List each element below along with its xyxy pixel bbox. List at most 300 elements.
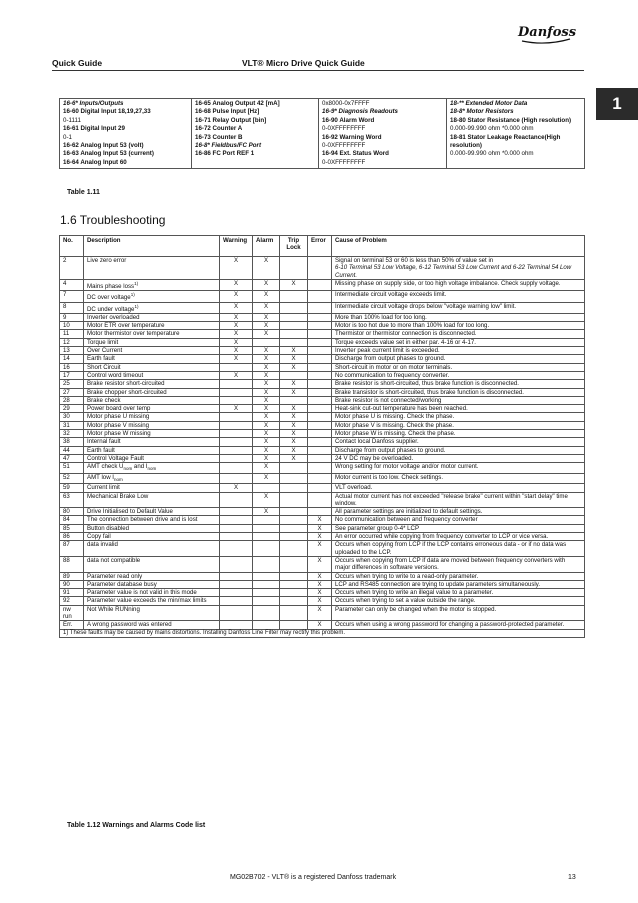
warning-mark: X bbox=[220, 291, 253, 302]
warning-mark bbox=[220, 388, 253, 396]
warning-mark bbox=[220, 597, 253, 605]
col-header-alarm: Alarm bbox=[253, 236, 280, 257]
row-number: 29 bbox=[60, 405, 84, 413]
cause-text: Inverter peak current limit is exceeded. bbox=[335, 347, 440, 355]
row-cause bbox=[332, 492, 585, 508]
row-description bbox=[84, 533, 220, 541]
alarm-mark: X bbox=[253, 396, 280, 404]
row-description bbox=[84, 463, 220, 474]
warning-mark bbox=[220, 524, 253, 532]
param-line: 0-0XFFFFFFFF bbox=[322, 142, 366, 150]
table-row bbox=[60, 347, 585, 355]
col-header-description: Description bbox=[84, 236, 220, 257]
row-cause bbox=[332, 405, 585, 413]
row-description bbox=[84, 322, 220, 330]
row-cause bbox=[332, 516, 585, 524]
cause-text: Torque exceeds value set in either par. 4-16 or 4-17. bbox=[335, 338, 476, 346]
error-mark: X bbox=[308, 533, 332, 541]
row-cause bbox=[332, 621, 585, 629]
trip-lock-mark bbox=[280, 516, 308, 524]
warning-mark bbox=[220, 421, 253, 429]
cause-text: Motor is too hot due to more than 100% load for too long. bbox=[335, 322, 490, 330]
table-row bbox=[60, 302, 585, 313]
cause-text: Thermistor or thermistor connection is disconnected. bbox=[335, 330, 477, 338]
row-number: 32 bbox=[60, 430, 84, 438]
trip-lock-mark bbox=[280, 621, 308, 629]
error-mark bbox=[308, 322, 332, 330]
row-cause bbox=[332, 291, 585, 302]
alarm-mark bbox=[253, 572, 280, 580]
row-number: 9 bbox=[60, 313, 84, 321]
description-text: Torque limit bbox=[87, 338, 119, 346]
row-cause bbox=[332, 605, 585, 621]
row-number: 4 bbox=[60, 279, 84, 290]
alarm-mark: X bbox=[253, 291, 280, 302]
row-number: 30 bbox=[60, 413, 84, 421]
row-description bbox=[84, 279, 220, 290]
alarm-mark: X bbox=[253, 430, 280, 438]
cause-text: VLT overload. bbox=[335, 484, 373, 492]
row-description bbox=[84, 524, 220, 532]
alarm-mark: X bbox=[253, 405, 280, 413]
table-row bbox=[60, 516, 585, 524]
row-cause bbox=[332, 338, 585, 346]
param-line: 0-1 bbox=[63, 133, 72, 141]
cause-text: Occurs when using a wrong password for changing a password-protected parameter. bbox=[335, 621, 565, 629]
table-row bbox=[60, 492, 585, 508]
alarm-mark: X bbox=[253, 363, 280, 371]
param-col-3 bbox=[319, 99, 447, 169]
row-cause bbox=[332, 484, 585, 492]
error-mark bbox=[308, 454, 332, 462]
row-description bbox=[84, 430, 220, 438]
row-number: 14 bbox=[60, 355, 84, 363]
description-text: Mains phase loss bbox=[87, 282, 135, 290]
description-text: The connection between drive and is lost bbox=[87, 516, 198, 524]
table-caption-1-12: Table 1.12 Warnings and Alarms Code list bbox=[67, 822, 206, 829]
param-line: 18-8* Motor Resistors bbox=[450, 108, 514, 116]
cause-text: All parameter settings are initialized to default settings. bbox=[335, 508, 483, 516]
table-row bbox=[60, 313, 585, 321]
cause-text: Motor phase U is missing. Check the phase. bbox=[335, 413, 455, 421]
row-description bbox=[84, 446, 220, 454]
row-description bbox=[84, 396, 220, 404]
warning-mark bbox=[220, 516, 253, 524]
alarm-mark: X bbox=[253, 463, 280, 474]
row-cause bbox=[332, 363, 585, 371]
error-mark: X bbox=[308, 516, 332, 524]
row-cause bbox=[332, 413, 585, 421]
error-mark bbox=[308, 380, 332, 388]
row-cause bbox=[332, 556, 585, 572]
param-line: 18-81 Stator Leakage Reactance(High resolution) bbox=[450, 133, 561, 150]
param-line: 16-68 Pulse Input [Hz] bbox=[195, 108, 260, 116]
row-description bbox=[84, 302, 220, 313]
description-text: Over Current bbox=[87, 347, 123, 355]
description-text: Not While RUNning bbox=[87, 605, 140, 613]
warning-mark: X bbox=[220, 405, 253, 413]
table-row bbox=[60, 330, 585, 338]
error-mark: X bbox=[308, 621, 332, 629]
alarm-mark: X bbox=[253, 302, 280, 313]
row-number: 8 bbox=[60, 302, 84, 313]
table-row bbox=[60, 580, 585, 588]
warning-mark: X bbox=[220, 484, 253, 492]
error-mark bbox=[308, 371, 332, 379]
row-cause bbox=[332, 380, 585, 388]
warning-mark bbox=[220, 556, 253, 572]
description-text: DC under voltage bbox=[87, 305, 135, 313]
trip-lock-mark bbox=[280, 396, 308, 404]
warning-mark: X bbox=[220, 338, 253, 346]
param-line: 18-80 Stator Resistance (High resolution) bbox=[450, 116, 572, 124]
row-cause bbox=[332, 430, 585, 438]
footnote-ref: 1) bbox=[134, 303, 139, 309]
col-header-warning: Warning bbox=[220, 236, 253, 257]
footnote-ref: 1) bbox=[130, 292, 135, 298]
alarm-mark bbox=[253, 541, 280, 557]
cause-text: No communication between and frequency converter bbox=[335, 516, 478, 524]
param-line: 0.000-99.990 ohm *0.000 ohm bbox=[450, 150, 534, 158]
trip-lock-mark bbox=[280, 572, 308, 580]
alarm-mark: X bbox=[253, 279, 280, 290]
row-cause bbox=[332, 322, 585, 330]
table-row bbox=[60, 541, 585, 557]
alarm-mark: X bbox=[253, 257, 280, 280]
param-col-1 bbox=[60, 99, 192, 169]
page-number: 13 bbox=[568, 874, 576, 881]
table-header-row bbox=[60, 236, 585, 257]
trip-lock-mark bbox=[280, 473, 308, 484]
description-text: AMT check U bbox=[87, 463, 124, 471]
description-text-mid: and I bbox=[132, 463, 148, 471]
warning-mark bbox=[220, 541, 253, 557]
trip-lock-mark bbox=[280, 257, 308, 280]
svg-text:Danfoss: Danfoss bbox=[518, 25, 576, 40]
table-row bbox=[60, 388, 585, 396]
table-row bbox=[60, 508, 585, 516]
cause-text: Missing phase on supply side, or too high voltage imbalance. Check supply voltage. bbox=[335, 279, 561, 287]
row-number: 10 bbox=[60, 322, 84, 330]
alarm-mark: X bbox=[253, 492, 280, 508]
col-header-error: Error bbox=[308, 236, 332, 257]
param-line: 16-86 FC Port REF 1 bbox=[195, 150, 255, 158]
row-number: 2 bbox=[60, 257, 84, 280]
param-line: 16-90 Alarm Word bbox=[322, 116, 375, 124]
error-mark bbox=[308, 492, 332, 508]
table-row bbox=[60, 589, 585, 597]
row-description bbox=[84, 516, 220, 524]
row-description bbox=[84, 438, 220, 446]
row-number: 11 bbox=[60, 330, 84, 338]
row-number: 52 bbox=[60, 473, 84, 484]
col-header-trip-lock: Trip Lock bbox=[280, 236, 308, 257]
warning-mark bbox=[220, 533, 253, 541]
row-description bbox=[84, 597, 220, 605]
description-subscript: nom bbox=[123, 466, 133, 472]
table-caption-1-11: Table 1.11 bbox=[67, 189, 100, 196]
cause-text: 24 V DC may be overloaded. bbox=[335, 454, 414, 462]
param-line: 0x8000-0x7FFFF bbox=[322, 100, 370, 107]
table-row bbox=[60, 524, 585, 532]
trip-lock-mark: X bbox=[280, 454, 308, 462]
alarm-mark: X bbox=[253, 388, 280, 396]
error-mark bbox=[308, 438, 332, 446]
error-mark bbox=[308, 291, 332, 302]
warning-mark bbox=[220, 463, 253, 474]
row-number: 47 bbox=[60, 454, 84, 462]
row-number: 38 bbox=[60, 438, 84, 446]
param-line: 16-72 Counter A bbox=[195, 125, 243, 133]
warning-mark: X bbox=[220, 302, 253, 313]
table-row bbox=[60, 463, 585, 474]
warning-mark bbox=[220, 380, 253, 388]
row-number: 85 bbox=[60, 524, 84, 532]
trip-lock-mark: X bbox=[280, 430, 308, 438]
warning-mark bbox=[220, 508, 253, 516]
trip-lock-mark bbox=[280, 580, 308, 588]
row-number: 90 bbox=[60, 580, 84, 588]
warning-mark bbox=[220, 446, 253, 454]
param-line: 16-71 Relay Output [bin] bbox=[195, 116, 267, 124]
cause-text-italic: 6-10 Terminal 53 Low Voltage, 6-12 Terminal 53 Low Current and 6-22 Terminal 54 Low Current. bbox=[335, 264, 572, 279]
row-number: 91 bbox=[60, 589, 84, 597]
description-text: Control Voltage Fault bbox=[87, 454, 144, 462]
table-row bbox=[60, 446, 585, 454]
description-text: Live zero error bbox=[87, 257, 127, 264]
header-rule bbox=[52, 70, 584, 71]
table-row bbox=[60, 396, 585, 404]
parameter-table bbox=[59, 98, 585, 169]
table-row bbox=[60, 371, 585, 379]
trip-lock-mark bbox=[280, 508, 308, 516]
alarm-mark bbox=[253, 484, 280, 492]
cause-text: Motor phase W is missing. Check the phase. bbox=[335, 430, 456, 438]
error-mark bbox=[308, 388, 332, 396]
param-line: 0-0XFFFFFFFF bbox=[322, 158, 366, 166]
trip-lock-mark: X bbox=[280, 421, 308, 429]
error-mark bbox=[308, 430, 332, 438]
table-row bbox=[60, 291, 585, 302]
trip-lock-mark bbox=[280, 533, 308, 541]
row-number: 92 bbox=[60, 597, 84, 605]
alarm-mark: X bbox=[253, 313, 280, 321]
param-line: 0.000-99.990 ohm *0.000 ohm bbox=[450, 125, 534, 133]
cause-text: More than 100% load for too long. bbox=[335, 313, 427, 321]
error-mark: X bbox=[308, 605, 332, 621]
row-number: 25 bbox=[60, 380, 84, 388]
row-description bbox=[84, 338, 220, 346]
cause-text: Motor phase V is missing. Check the phase. bbox=[335, 421, 454, 429]
cause-text: Occurs when trying to write an illegal value to a parameter. bbox=[335, 589, 494, 597]
table-row bbox=[60, 572, 585, 580]
row-number: 59 bbox=[60, 484, 84, 492]
description-text: Motor ETR over temperature bbox=[87, 322, 165, 330]
alarm-mark: X bbox=[253, 438, 280, 446]
error-mark bbox=[308, 338, 332, 346]
row-description bbox=[84, 492, 220, 508]
row-cause bbox=[332, 446, 585, 454]
description-text: A wrong password was entered bbox=[87, 621, 172, 629]
warning-mark bbox=[220, 363, 253, 371]
row-cause bbox=[332, 355, 585, 363]
table-row bbox=[60, 454, 585, 462]
description-text: Brake chopper short-circuited bbox=[87, 388, 167, 396]
table-row bbox=[60, 556, 585, 572]
cause-text: Discharge from output phases to ground. bbox=[335, 355, 446, 363]
row-description bbox=[84, 388, 220, 396]
description-text: data not compatible bbox=[87, 556, 141, 564]
trip-lock-mark: X bbox=[280, 446, 308, 454]
row-number: 89 bbox=[60, 572, 84, 580]
description-text: Earth fault bbox=[87, 446, 115, 454]
cause-text: Occurs when copying from LCP if the LCP contains erroneous data - or if no data was uploaded to the LCP. bbox=[335, 541, 567, 556]
param-line: 16-6* Inputs/Outputs bbox=[63, 100, 124, 107]
warning-mark bbox=[220, 605, 253, 621]
row-number: 17 bbox=[60, 371, 84, 379]
trip-lock-mark: X bbox=[280, 363, 308, 371]
table-row bbox=[60, 279, 585, 290]
alarm-mark: X bbox=[253, 347, 280, 355]
error-mark bbox=[308, 508, 332, 516]
param-line: 16-61 Digital Input 29 bbox=[63, 125, 125, 133]
row-description bbox=[84, 347, 220, 355]
cause-text: Short-circuit in motor or on motor terminals. bbox=[335, 363, 453, 371]
cause-text: Wrong setting for motor voltage and/or motor current. bbox=[335, 463, 479, 471]
warning-mark bbox=[220, 621, 253, 629]
alarm-mark: X bbox=[253, 330, 280, 338]
description-text: DC over voltage bbox=[87, 294, 131, 302]
error-mark: X bbox=[308, 572, 332, 580]
trip-lock-mark: X bbox=[280, 438, 308, 446]
error-mark bbox=[308, 413, 332, 421]
alarm-mark: X bbox=[253, 413, 280, 421]
param-line: 16-63 Analog Input 53 (current) bbox=[63, 150, 154, 158]
row-description bbox=[84, 454, 220, 462]
trip-lock-mark bbox=[280, 541, 308, 557]
row-cause bbox=[332, 313, 585, 321]
error-mark: X bbox=[308, 589, 332, 597]
row-description bbox=[84, 508, 220, 516]
row-cause bbox=[332, 508, 585, 516]
row-cause bbox=[332, 580, 585, 588]
warning-mark: X bbox=[220, 322, 253, 330]
alarm-mark: X bbox=[253, 371, 280, 379]
row-number: 12 bbox=[60, 338, 84, 346]
description-text: Mechanical Brake Low bbox=[87, 492, 149, 500]
description-text: Power board over temp bbox=[87, 405, 151, 413]
row-description bbox=[84, 556, 220, 572]
description-text: Parameter value is not valid in this mode bbox=[87, 589, 197, 597]
warning-mark: X bbox=[220, 371, 253, 379]
cause-text: Occurs when trying to set a value outside the range. bbox=[335, 597, 476, 605]
row-cause bbox=[332, 589, 585, 597]
row-number: 7 bbox=[60, 291, 84, 302]
table-row bbox=[60, 484, 585, 492]
footer-text: MG02B702 - VLT® is a registered Danfoss trademark bbox=[230, 874, 397, 881]
description-text: Internal fault bbox=[87, 438, 121, 446]
row-cause bbox=[332, 371, 585, 379]
warning-mark: X bbox=[220, 330, 253, 338]
error-mark bbox=[308, 363, 332, 371]
param-line: 16-94 Ext. Status Word bbox=[322, 150, 389, 158]
cause-text: Contact local Danfoss supplier. bbox=[335, 438, 419, 446]
row-description bbox=[84, 484, 220, 492]
description-text: Parameter read only bbox=[87, 572, 143, 580]
cause-text: Intermediate circuit voltage drops below "voltage warning low" limit. bbox=[335, 302, 517, 310]
trip-lock-mark bbox=[280, 524, 308, 532]
row-number: Err. bbox=[60, 621, 84, 629]
description-subscript: nom bbox=[147, 466, 157, 472]
error-mark: X bbox=[308, 597, 332, 605]
error-mark bbox=[308, 484, 332, 492]
row-description bbox=[84, 473, 220, 484]
alarm-mark: X bbox=[253, 454, 280, 462]
description-text: Motor phase U missing bbox=[87, 413, 150, 421]
cause-text: No communication to frequency converter. bbox=[335, 371, 450, 379]
warning-mark bbox=[220, 580, 253, 588]
row-description bbox=[84, 589, 220, 597]
cause-text: See parameter group 0-4* LCP bbox=[335, 524, 420, 532]
description-text: data invalid bbox=[87, 541, 118, 549]
alarm-mark bbox=[253, 533, 280, 541]
cause-text: An error occurred while copying from frequency converter to LCP or vice versa. bbox=[335, 533, 549, 541]
row-number: 88 bbox=[60, 556, 84, 572]
param-line: 16-9* Diagnosis Readouts bbox=[322, 108, 398, 116]
trip-lock-mark bbox=[280, 291, 308, 302]
row-cause bbox=[332, 533, 585, 541]
warning-mark bbox=[220, 454, 253, 462]
row-cause bbox=[332, 473, 585, 484]
param-line: 16-73 Counter B bbox=[195, 133, 243, 141]
row-cause bbox=[332, 572, 585, 580]
troubleshooting-table bbox=[59, 235, 585, 638]
row-number: 28 bbox=[60, 396, 84, 404]
warning-mark bbox=[220, 492, 253, 508]
error-mark bbox=[308, 396, 332, 404]
row-cause bbox=[332, 541, 585, 557]
trip-lock-mark bbox=[280, 322, 308, 330]
table-footnote: 1) These faults may be caused by mains distortions. Installing Danfoss Line Filter may rectify this problem. bbox=[60, 629, 585, 637]
alarm-mark bbox=[253, 580, 280, 588]
warning-mark bbox=[220, 430, 253, 438]
row-cause bbox=[332, 330, 585, 338]
error-mark bbox=[308, 330, 332, 338]
alarm-mark bbox=[253, 556, 280, 572]
trip-lock-mark: X bbox=[280, 347, 308, 355]
trip-lock-mark bbox=[280, 338, 308, 346]
row-number: 84 bbox=[60, 516, 84, 524]
trip-lock-mark: X bbox=[280, 413, 308, 421]
description-text: Brake check bbox=[87, 396, 121, 404]
table-row bbox=[60, 322, 585, 330]
error-mark bbox=[308, 421, 332, 429]
chapter-tab: 1 bbox=[596, 88, 638, 120]
trip-lock-mark bbox=[280, 371, 308, 379]
description-text: AMT low I bbox=[87, 473, 114, 481]
trip-lock-mark bbox=[280, 605, 308, 621]
table-row bbox=[60, 438, 585, 446]
alarm-mark: X bbox=[253, 446, 280, 454]
warning-mark bbox=[220, 413, 253, 421]
param-line: 16-64 Analog Input 60 bbox=[63, 158, 127, 166]
table-row bbox=[60, 355, 585, 363]
cause-text: Brake resistor is short-circuited, thus brake function is disconnected. bbox=[335, 380, 519, 388]
alarm-mark: X bbox=[253, 355, 280, 363]
error-mark bbox=[308, 473, 332, 484]
alarm-mark: X bbox=[253, 421, 280, 429]
header-quick-guide: Quick Guide bbox=[52, 58, 103, 68]
